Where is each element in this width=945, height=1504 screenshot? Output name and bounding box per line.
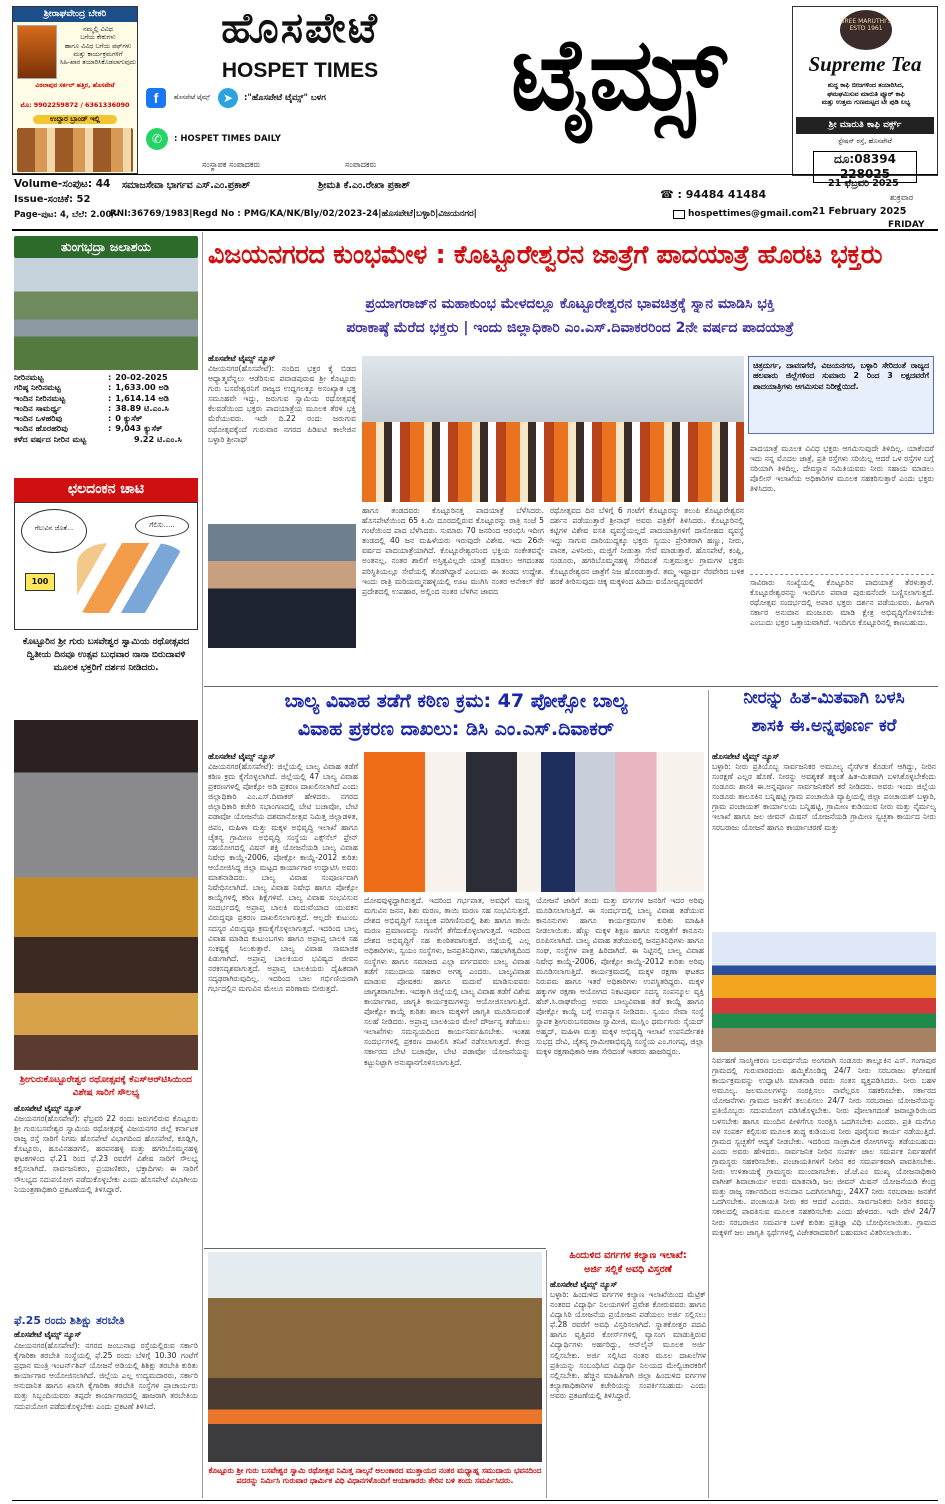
email[interactable]: hospettimes@gmail.com (688, 209, 813, 219)
editor-name: ಶ್ರೀಮತಿ ಕೆ.ಎಂ.ರೇಖಾ ಪ್ರಕಾಶ್ (318, 180, 411, 191)
lead-side-box-text: ಚಿತ್ರದುರ್ಗ, ದಾವಣಗೆರೆ, ವಿಜಯನಗರ, ಬಳ್ಳಾರಿ ಸೇರಿದಂತೆ ರಾಜ್ಯದ ಹಲವಾರು ಜಿಲ್ಲೆಗಳಿಂದ ಸುಮಾರು 2 ರಿಂದ 3 ಲಕ್ಷದವರೆಗೆ ಪಾದಯಾತ್ರಿಗಳು ಆಗಮಿಸುವ ನಿರೀಕ್ಷೆಯಿದೆ. (753, 361, 929, 391)
date-kannada: 21 ಫೆಬ್ರವರಿ 2025 (828, 178, 899, 189)
dam-label: ಇಂದಿನ ನೀರಿನಮಟ್ಟ (14, 392, 66, 403)
water-event-photo (712, 932, 936, 1052)
water-body-2: ನಿರ್ವಹಣೆ ಸಾಂಸ್ಥೀಕರಣ ಬಲವರ್ಧನೆಯ ಅಂಗವಾಗಿ ಸಂಡೂರು ತಾಲ್ಲೂಕಿನ ಎಸ್. ಗಂಗಾಪುರ ಗ್ರಾಮದಲ್ಲಿ ಗುರುವಾರದಂದು ಹಮ್ಮಿಕೊಂಡಿದ್ದ 24/7 ನೀರು ಸರಬರಾಜು ಘೋಷಣೆ ಕಾರ್ಯಕ್ರಮವನ್ನು ಉದ್ಘಾಟಿಸಿ ಮಾತನಾಡಿ ರವರು ಸಂತಸ ವ್ಯಕ್ತಪಡಿಸಿದರು. ನೀರು ಬಹಳ ಅಮೂಲ್ಯ. ಜಲಮೂಲಗಳನ್ನು ಸಂರಕ್ಷಿಸಲು ನಾವೆಲ್ಲರೂ ಸಹಕರಿಸಬೇಕು. ಸರ್ಕಾರದ ಯೋಜನೆಗಳು ಗ್ರಾಮದ ಜನತೆಗೆ ತಲುಪಿಸಲು 24/7 ನೀರು ಸರಬರಾಜು ಯೋಜನೆಯನ್ನು ಪ್ರತಿಯೊಬ್ಬರು ಸದುಪಯೋಗ ಪಡಿಸಿಕೊಳ್ಳಬೇಕು. ನೀರು ಪೋಲಾಗದಂತೆ ಜವಾಬ್ದಾರಿಯಿಂದ ಬಳಸಬೇಕು ಹಾಗೂ ಮುಂದಿನ ಪೀಳಿಗೆಗೂ ಸಂರಕ್ಷಿಸಿ ಒದಗಿಸಬೇಕು ಎಂದರು. ಪ್ರತಿ ಮನೆಗೂ ನಳ ಸಂಪರ್ಕ ಕಲ್ಪಿಸುವ ಮೂಲಕ ಶುದ್ಧ ಕುಡಿಯುವ ನೀರು ಪೂರೈಸುವ ಕಾರ್ಯ ನಡೆಯುತ್ತಿದೆ. ಗ್ರಾಮದ ಸ್ವಚ್ಛತೆಗೆ ಆದ್ಯತೆ ನೀಡಬೇಕು. ಇದರಿಂದ ಸಾಂಕ್ರಾಮಿಕ ರೋಗಗಳನ್ನು ತಡೆಯಬಹುದು ಎಂದು ಅವರು ಹೇಳಿದರು. ಸಾರ್ವಜನಿಕ ನೀರಿನ ಸಂಪರ್ಕ ಜಾಲ ಸಮರ್ಪಕ ನಿರ್ವಹಣೆಗೆ ಗ್ರಾಮಸ್ಥರು ಸಹಕರಿಸಬೇಕು. ಪಂಚಾಯತಿಗಳಿಗೆ ನೀರಿನ ಕರ ಸಮರ್ಪಕವಾಗಿ ಪಾವತಿಸಬೇಕು. ನೀರು ಉಳಿತಾಯಕ್ಕೆ ಗ್ರಾಮಸ್ಥರು ಮುಂದಾಗಬೇಕು. ಜೆ.ಜೆ.ಎಂ ಮುಖ್ಯ ಯೋಜನಾಧಿಕಾರಿ ವಾಗೀಶ್ ಶಿವಾಚಾರ್ಯ ಅವರು ಮಾತನಾಡಿ, ಜಲ ಜೀವನ್ ಮಿಷನ್ ಯೋಜನೆಯಡಿ ಕೇಂದ್ರ ಮತ್ತು ರಾಜ್ಯ ಸರ್ಕಾರದಿಂದ ಅನುದಾನ ಒದಗಿಸಲಾಗಿದ್ದು, 24X7 ನೀರು ಸರಬರಾಜು ಜನತೆಗೆ ಒದಗಿಸಬೇಕು. ಪಂಚಾಯತಿ ನೀರು ಕರ ಆದರೆ ಎಂದರು. ಸಾರ್ವಜನಿಕರು ನೀರಿನ ಕರವನ್ನು ಸಕಾಲದಲ್ಲಿ ಪಾವತಿಸುವ ಮೂಲಕ ಸಹಕರಿಸಬೇಕು ಎಂದು ಹೇಳಿದರು. ಇದೇ ವೇಳೆ 24/7 ನೀರು ಸರಬರಾಜಿನ ಸಮರ್ಪಕ ಬಳಕೆ ಕುರಿತು ಪ್ರತಿಜ್ಞಾ ವಿಧಿ ಬೋಧಿಸಲಾಯಿತು. ಗ್ರಾಮದ ಮಕ್ಕಳಿಗೆ ಜಲ ಜಾಗೃತಿ ಸ್ಪರ್ಧೆಗಳಲ್ಲಿ ವಿಜೇತರಾದವರಿಗೆ ಬಹುಮಾನ ವಿತರಿಸಲಾಯಿತು. (712, 1056, 936, 1237)
water-body-1: ಬಳ್ಳಾರಿ: ನೀರು ಪ್ರತಿಯೊಬ್ಬ ಸಾರ್ವಜನಿಕರ ಅಮೂಲ್ಯ ನೈಸರ್ಗಿಕ ಕೊಡುಗೆ ಆಗಿದ್ದು, ನೀರಿನ ಸಂರಕ್ಷಣೆ ಎಲ್ಲರ ಹೊಣೆ. ನೀರನ್ನು ಅವಶ್ಯಕತೆ ತಕ್ಕಂತೆ ಹಿತ-ಮಿತವಾಗಿ ಬಳಸಿಕೊಳ್ಳಬೇಕೆಂದು ಸಂಡೂರು ಶಾಸಕಿ ಈ.ಅನ್ನಪೂರ್ಣ ಸಾರ್ವಜನಿಕರಿಗೆ ಕರೆ ನೀಡಿದರು. ಅವರು ಇಂದು ಜಿಲ್ಲೆಯ ಸಂಡೂರು ತಾಲೂಕಿನ ಬನ್ನಿಹಟ್ಟಿ ಗ್ರಾಮ ಪಂಚಾಯಿತಿ ವ್ಯಾಪ್ತಿಯಲ್ಲಿ ಜಿಲ್ಲಾ ಪಂಚಾಯತ್ ಬಳ್ಳಾರಿ, ಗ್ರಾಮ ಪಂಚಾಯತ್ ಕಾರ್ಯಾಲಯ ಬನ್ನಿಹಟ್ಟಿ, ಗ್ರಾಮೀಣ ಕುಡಿಯುವ ನೀರು ಮತ್ತು ನೈರ್ಮಲ್ಯ ಇಲಾಖೆ ಹಾಗೂ ಜಲ ಜೀವನ್ ಮಿಷನ್ ಯೋಜನೆಯಡಿ ಗ್ರಾಮೀಣ ಸ್ವಚ್ಛತಾ ಕಾರ್ಯದ ನೀರು ಸರಬರಾಜು ಯೋಜನೆ ಹಾಗೂ ಕಾರ್ಯಾಚರಣೆ ಮತ್ತು (712, 762, 936, 832)
lead-col-1: ವಿಜಯನಗರ(ಹೊಸಪೇಟೆ): ನಂದಿದ ಭಕ್ತರ ಕೈ ಬಿಡದ ಆಧ್ಯಾತ್ಮವೆನ್ನಲು ಆಡೆರಿಸುವ ಪವಾಡಪುರುಷ ಶ್ರೀ ಕೊಟ್ಟೂರು ಗುರು ಬಸವೇಶ್ವರನಿಗೆ ರಾಜ್ಯದ ಉದ್ದಗಲಕ್ಕೂ ಅಸಂಖ್ಯಾತ ಭಕ್ತ ಸಮೂಹವೇ ಇದ್ದು, ಜರುಗುವ ಸ್ವಾಮಿಯ ರಥೋತ್ಸವಕ್ಕೆ ಕೆಲವಡೆಯಿಂದ ಭಕ್ತರು ಪಾದಯಾತ್ರೆಯ ಮೂಲಕ ತೆರಳಿ ಭಕ್ತಿ ಮೆರೆಯುವರು. ಇದೇ ದಿ.22 ರಂದು ಜರುಗುವ ರಥೋತ್ಸವಕ್ಕೆಂದೆ ಗುರುವಾರ ನಗರದ ಪಿಡಿಐಟಿ ಕಾಲೇಜಿನ ಬಳ್ಳಾರಿ ಶ್ರೀನಾಥ್ (208, 364, 356, 444)
left-ad (12, 6, 138, 174)
tea-address: ಸ್ಟೇಷನ್ ರಸ್ತೆ, ಹೊಸಪೇಟೆ (837, 137, 893, 145)
dam-value: 1,633.00 ಅಡಿ (115, 382, 170, 393)
dam-value: 1,614.14 ಅಡಿ (115, 392, 170, 403)
dam-label: ಇಂದಿನ ಹೊರಹರಿವು (14, 423, 68, 434)
lead-byline: ಹೊಸಪೇಟೆ ಟೈಮ್ಸ್ ನ್ಯೂಸ್ (208, 354, 276, 363)
dam-value: 9.22 ಟಿ.ಎಂ.ಸಿ (134, 433, 182, 444)
date-english: 21 February 2025 (812, 206, 907, 217)
water-byline: ಹೊಸಪೇಟೆ ಟೈಮ್ಸ್ ನ್ಯೂಸ್ (712, 752, 780, 761)
telegram-label[interactable]: :"ಹೊಸಪೇಟೆ ಟೈಮ್ಸ್" ಬಳಗ (244, 92, 326, 103)
day-english: FRIDAY (888, 220, 925, 230)
tea-line: ಮತ್ತು ಉತ್ತಮ ಗುಣಮಟ್ಟದ ಟೀ ಪುಡಿ ಲಭ್ಯ (821, 98, 911, 107)
dam-title: ತುಂಗಭದ್ರಾ ಜಲಾಶಯ (14, 236, 198, 258)
cartoon-sign: 100 (25, 573, 55, 591)
child-col-3: ಯೋಜನೆ ಜಾರಿಗೆ ತಂದು ಮತ್ತು ವರ್ಗಗಳ ಜನರಿಗೆ ಇದರ ಅರಿವು ಮೂಡಿಸಲಾಗುತ್ತಿದೆ. ಈ ಸಂದರ್ಭದಲ್ಲಿ ಬಾಲ್ಯ ವಿವಾಹ ತಡೆಯುವ ಕಾನೂನುಗಳು ಹಾಗೂ ಕಾರ್ಯಕ್ರಮಗಳ ಕುರಿತು ಮಾಹಿತಿ ನೀಡಲಾಯಿತು. ಹೆಣ್ಣು ಮಕ್ಕಳ ಶಿಕ್ಷಣ ಹಾಗೂ ಸುರಕ್ಷತೆಗೆ ಕಾನೂನು ರೂಪಿಸಲಾಗಿದೆ. ಬಾಲ್ಯ ವಿವಾಹ ತಡೆಯುವಲ್ಲಿ ಜನಪ್ರತಿನಿಧಿಗಳು ಹಾಗೂ ಸಂಘ, ಸಂಸ್ಥೆಗಳ ಪಾತ್ರ ಹಿರಿದಾಗಿದೆ. ಈ ನಿಟ್ಟಿನಲ್ಲಿ ಬಾಲ್ಯ ವಿವಾಹ ನಿಷೇಧ ಕಾಯ್ದೆ-2006, ಪೋಕ್ಸೋ ಕಾಯ್ದೆ-2012 ಕುರಿತು ಅರಿವು ಮೂಡಿಸಲಾಗುತ್ತಿದೆ. ಕಾರ್ಯಕ್ರಮದಲ್ಲಿ ಮಕ್ಕಳ ರಕ್ಷಣಾ ಘಟಕದ ನಿರುಪಮ ಹಾಗೂ ಇತರೆ ಅಧಿಕಾರಿಗಳು ಉಪಸ್ಥಿತರಿದ್ದರು. ಮಕ್ಕಳ ಹಕ್ಕುಗಳ ರಕ್ಷಣಾ ಆಯೋಗದ ನಿಕಟಪೂರ್ವ ಸದಸ್ಯ ಸಂಪನ್ಮೂಲ ವ್ಯಕ್ತಿ ಹೆಚ್.ಸಿ.ರಾಘವೇಂದ್ರ ಅವರು ಬಾಲ್ಯವಿವಾಹ ತಡೆ ಕಾಯ್ದೆ ಹಾಗೂ ಪೋಕ್ಸೋ ಕಾಯ್ದೆ ಬಗ್ಗೆ ಉಪನ್ಯಾಸ ನೀಡಿದರು. ಸ್ವಯಂ ಸೇವಾ ಸಂಸ್ಥೆ ಸ್ಥಾಪಕ ಶ್ರೀಗುರುಬಸವರಾಜ ಸ್ವಾಮೀಜಿ, ಮುಸ್ಲಿಂ ಧರ್ಮಗುರು ಸೈಯದ್ ಅಹ್ಮದ್, ಮಹಿಳಾ ಮತ್ತು ಮಕ್ಕಳ ಅಭಿವೃದ್ಧಿ ಇಲಾಖೆ ಉಪನಿರ್ದೇಶಕಿ ಸುಭದ್ರ ದೇವಿ, ಚೈತನ್ಯ ಗ್ರಾಮೀಣಾಭಿವೃದ್ಧಿ ಸಂಸ್ಥೆಯ ಎಂ.ಗಂಗಪ್ಪ, ಜಿಲ್ಲಾ ಮಕ್ಕಳ ರಕ್ಷಣಾಧಿಕಾರಿ ಆಶಾ ಸೇರಿದಂತೆ ಇತರರು ಹಾಜರಿದ್ದರು. (536, 896, 704, 1057)
lead-col-4a: ಪಾದಯಾತ್ರೆ ಮೂಲಕ ವಿವಿಧ ಭಕ್ತರು ಆಗಮಿಸುವುದೇ ತಿಳಿದಿಲ್ಲ. ಯಾಕೆಂದರೆ ಇದು ನನ್ನ ಮೊದಲ ಜಾತ್ರೆ, ಪ್ರತಿ ರಸ್ತೆಗಳು ಸರಿಯಿಲ್ಲ ಆದರೆ ಒಳ ರಸ್ತೆಗಳ ಬಗ್ಗೆ ಸರಿಯಾಗಿ ತಿಳಿದಿಲ್ಲ. ದೇವಸ್ಥಾನ ಸಮಿತಿಯವರು ನೀರು ಸಹಾಯ ಮಾಡಲು ಪೊಲೀಸ್ ಇಲಾಖೆಯ ಅಧಿಕಾರಿಗಳ ಮೂಲಕ ಸಹಕರಿಸುತ್ತಾರೆ ಎಂದು ಭಕ್ತರು ತಿಳಿಸಿದರು. (750, 444, 934, 494)
lead-subhead-2: ಪರಾಕಾಷ್ಠೆ ಮೆರೆದ ಭಕ್ತರು | ಇಂದು ಜಿಲ್ಲಾಧಿಕಾರಿ ಎಂ.ಎಸ್.ದಿವಾಕರರಿಂದ 2ನೇ ವರ್ಷದ ಪಾದಯಾತ್ರೆ (346, 320, 794, 336)
mail-icon (673, 210, 685, 219)
tea-brand-top: SREE MARUTHI'S (840, 18, 892, 25)
dc-portrait (208, 524, 356, 648)
cartoon-panel (14, 502, 198, 630)
left-ad-line: ಹಾಗೂ ವಿವಿಧ ಬಗೆಯ ಪಫ್‌ಗಳು (64, 41, 132, 50)
whatsapp-label[interactable]: : HOSPET TIMES DAILY (174, 133, 281, 144)
tea-phone: ದೂ:08394 228025 (813, 151, 917, 183)
child-col-1: ವಿಜಯನಗರ(ಹೊಸಪೇಟೆ): ಜಿಲ್ಲೆಯಲ್ಲಿ ಬಾಲ್ಯ ವಿವಾಹ ತಡೆಗೆ ಕಠಿಣ ಕ್ರಮ ಕೈಗೊಳ್ಳಲಾಗಿದೆ. ಜಿಲ್ಲೆಯಲ್ಲಿ 47 ಬಾಲ್ಯ ವಿವಾಹ ಪ್ರಕರಣಗಳಲ್ಲಿ ಪೋಕ್ಸೋ ಅಡಿ ಪ್ರಕರಣ ದಾಖಲಿಸಲಾಗಿದೆ ಎಂದು ಜಿಲ್ಲಾಧಿಕಾರಿ ಎಂ.ಎಸ್.ದಿವಾಕರ್ ಹೇಳಿದರು. ನಗರದ ಜಿಲ್ಲಾಧಿಕಾರಿ ಕಚೇರಿ ಸಭಾಂಗಣದಲ್ಲಿ ಬೇಟಿ ಬಚಾವೋ, ಬೇಟಿ ಪಡಾವೋ ಯೋಜನೆಯ ದಶಮಾನೋತ್ಸವ ನಿಮಿತ್ತ ಜಿಲ್ಲಾಡಳಿತ, ಜಿಪಂ, ಮಹಿಳಾ ಮತ್ತು ಮಕ್ಕಳ ಅಭಿವೃದ್ಧಿ ಇಲಾಖೆ ಹಾಗೂ ಚೈತನ್ಯ ಗ್ರಾಮೀಣ ಅಭಿವೃದ್ಧಿ ಸಂಸ್ಥೆಯ ಎಕ್ಸ್‌ಸೆಲ್ ಫ್ರೇನ್ ಸಹಯೋಗದಲ್ಲಿ ವಿಷನ್ ಶಕ್ತಿ ಯೋಜನೆಯಡಿ ಬಾಲ್ಯ ವಿವಾಹ ನಿಷೇಧ ಕಾಯ್ದೆ-2006, ಪೋಕ್ಸೋ ಕಾಯ್ದೆ-2012 ಕುರಿತು ಆಯೋಜಿಸಿದ್ದ ಜಿಲ್ಲಾ ಮಟ್ಟದ ಕಾರ್ಯಾಗಾರ ಉದ್ಘಾಟಿಸಿ ಅವರು ಮಾತನಾಡಿದರು. ಬಾಲ್ಯ ವಿವಾಹ ಸಂಪೂರ್ಣವಾಗಿ ನಿಷೇಧಿಸಲಾಗಿದೆ. ಬಾಲ್ಯ ವಿವಾಹ ನಿಷೇಧ ಹಾಗೂ ಪೋಕ್ಸೋ ಕಾಯ್ದೆಗಳಲ್ಲಿ ಕಠಿಣ ಶಿಕ್ಷೆಗಳಿವೆ. ಬಾಲ್ಯ ವಿವಾಹ ಸಂಭವಿಸುವ ಸಂದರ್ಭದಲ್ಲಿ ಅಪ್ರಾಪ್ತ ಬಾಲಕಿ ಮದುವೆಯಾದ ಯುವಕನ ವಿರುದ್ಧವೂ ಪ್ರಕರಣ ದಾಖಲಿಸಲಾಗುತ್ತದೆ. ಆಲ್ಲದೇ ಕುಟುಂಬ ಸದಸ್ಯರ ವಿರುದ್ಧವೂ ಕ್ರಮಕೈಗೊಳ್ಳಲಾಗುತ್ತದೆ. ಇದರಿಂದ ಬಾಲ್ಯ ವಿವಾಹ ಮಾಡಿದ ಕುಟುಂಬಗಳು ಹಾಗೂ ಅಪ್ರಾಪ್ತ ಬಾಲಕಿ ಸಹ ಸಂಕಷ್ಟಕ್ಕೆ ಸಿಲುಕುತ್ತಾರೆ. ಬಾಲ್ಯ ವಿವಾಹ ಸಾಮಾಜಿಕ ಪಿಡುಗಾಗಿದೆ. ಅಪ್ರಾಪ್ತ ಬಾಲಕಿಯರ ಭವಿಷ್ಯದ ಜೀವನ ನರಕಸದೃಶವಾಗುತ್ತದೆ. ಅಪ್ರಾಪ್ತ ಬಾಲಕಿಯರು ದೈಹಿಕವಾಗಿ ಸದೃಢರಾಗಿರುವುದಿಲ್ಲ. ಇದರಿಂದ ಬಾಲ ಗರ್ಭಿಣಿಯರಾಗಿ ಗರ್ಭದಲ್ಲಿನ ಮಗುವಿನ ಮೇಲೂ ಪರಿಣಾಮ ಬೀರುತ್ತದೆ. (208, 762, 358, 994)
child-col-2: ದೋಷವುಳ್ಳದ್ದಾಗಿರುತ್ತದೆ. ಇದರಿಂದ ಗರ್ಭಪಾತ, ಅವಧಿಗೆ ಮುನ್ನ ಮಗುವಿನ ಜನನ, ಶಿಶು ಮರಣ, ತಾಯಿ ಮರಣ ಸಹ ಸಂಭವಿಸುತ್ತದೆ. ದೇಶದ ಅಭಿವೃದ್ಧಿಗೆ ಸೂಚ್ಯಂಕ ಪರಿಗಣಿಸುವಲ್ಲಿ ಶಿಶು ಹಾಗೂ ತಾಯಿ ಮರಣ ಪ್ರಮಾಣವನ್ನು ಗಣನೆಗೆ ತೆಗೆದುಕೊಳ್ಳಲಾಗುತ್ತದೆ. ಇದರಿಂದ ದೇಶದ ಅಭಿವೃದ್ಧಿಗೆ ಸಹ ಕುಂಠಿತವಾಗುತ್ತದೆ. ಜಿಲ್ಲೆಯಲ್ಲಿ ಎಲ್ಲ ಅಧಿಕಾರಿಗಳು, ಸ್ವಯಂ ಸಂಸ್ಥೆಗಳು, ಜನಪ್ರತಿನಿಧಿಗಳು, ಸಹಭಾಗಿತ್ವದಿಂದ ಸಂಸ್ಥೆಗಳು ಹಾಗೂ ಸಮಾಜದ ಎಲ್ಲಾ ವರ್ಗದವರು ಬಾಲ್ಯ ವಿವಾಹ ತಡೆಗೆ ಸಮುದಾಯ ಸಹಕಾರ ಅಗತ್ಯ ಎಂದರು. ಬಾಲ್ಯವಿವಾಹ ಮಾಡುವ ಪೋಷಕರು ಹಾಗೂ ಮದುವೆ ಮಾಡಿಸುವವರು ಜಾಗೃತರಾಗಬೇಕು. ಇದಕ್ಕಾಗಿ ಜಿಲ್ಲೆಯಲ್ಲಿ ಬಾಲ್ಯ ವಿವಾಹ ತಡೆಗೆ ವಿಶೇಷ ಕಾರ್ಯಾಗಾರ, ಜಾಗೃತಿ ಕಾರ್ಯಕ್ರಮಗಳನ್ನು ಆಯೋಜಿಸಲಾಗುತ್ತಿದೆ. ಪೋಕ್ಸೋ ಕಾಯ್ದೆ ಕುರಿತು ಶಾಲಾ ಮಕ್ಕಳಿಗೆ ಜಾಗೃತಿ ಮೂಡಿಸುವಂತೆ ಸಲಹೆ ನೀಡಿದರು. ಅಪ್ರಾಪ್ತ ಬಾಲಕಿಯರ ಮೇಲೆ ದೌರ್ಜನ್ಯ ತಡೆಯಲು ಇಲಾಖೆಗಳು ಸಮನ್ವಯದಿಂದ ಕಾರ್ಯನಿರ್ವಹಿಸಬೇಕು. ಇಂತಹ ಸಂದರ್ಭಗಳಲ್ಲಿ ಪ್ರಕರಣ ದಾಖಲಿಸಿ ತನಿಖೆ ನಡೆಸಲಾಗುತ್ತದೆ. ಕೇಂದ್ರ ಸರ್ಕಾರದ ಬೇಟಿ ಬಚಾವೋ, ಬೇಟಿ ಪಡಾವೋ ಯೋಜನೆಯನ್ನು ಕಟ್ಟುನಿಟ್ಟಾಗಿ ಅನುಷ್ಠಾನಗೊಳಿಸಲಾಗುತ್ತಿದೆ. (364, 896, 530, 1067)
rni-line: RNI:36769/1983|Regd No : PMG/KA/NK/Bly/02/2023-24|ಹೊಸಪೇಟೆ|ಬಳ್ಳಾರಿ|ವಿಜಯನಗರ| (110, 209, 477, 219)
child-headline-2: ವಿವಾಹ ಪ್ರಕರಣ ದಾಖಲು: ಡಿಸಿ ಎಂ.ಎಸ್.ದಿವಾಕರ್ (297, 718, 615, 740)
paper-title-kannada: ಹೊಸಪೇಟೆ (221, 3, 379, 52)
bottom-photo-caption: ಕೊಟ್ಟೂರು ಶ್ರೀ ಗುರು ಬಸವೇಶ್ವರ ಸ್ವಾಮಿ ರಥೋತ್ಸವ ನಿಮಿತ್ತ ನಾಲ್ಕನೆ ಅಲಂಕಾರದ ಮುತ್ತಾಯದ ನಂತರ ಮಧ್ಯಾಹ್ನ ಸಮುದಾಯ ಭವನದಿಂದ ಪದರನ್ನು ನಿರ್ಮಿಸಿ ಗುರುವಾರ ಧಾರ್ಮಿಕ ವಿಧಿ ವಿಧಾನಗಳೊಂದಿಗೆ ಆಯಾಗಾರರು ತೇರಿನ ಬಳಿ ತಂದು ಸಮರ್ಪಿಸಿದರು. (208, 1466, 542, 1486)
obc-headline-1: ಹಿಂದುಳಿದ ವರ್ಗಗಳ ಕಲ್ಯಾಣ ಇಲಾಖೆ: (569, 1250, 687, 1261)
dam-value: 20-02-2025 (115, 372, 168, 382)
lead-group-photo (362, 356, 744, 502)
dam-value: 38.89 ಟಿ.ಎಂ.ಸಿ (115, 402, 169, 413)
pages-price: Page-ಪುಟ: 4, ಬೆಲೆ: 2.00/- (14, 210, 119, 220)
issue: Issue-ಸಂಚಿಕೆ: 52 (14, 194, 91, 205)
left-ad-saint-image (17, 25, 57, 79)
tea-brand: Supreme Tea (808, 52, 922, 76)
tea-since: ESTD 1961 (849, 24, 883, 32)
obc-body: ಬಳ್ಳಾರಿ: ಹಿಂದುಳಿದ ವರ್ಗಗಳ ಕಲ್ಯಾಣ ಇಲಾಖೆಯಿಂದ ಮೆಟ್ರಿಕ್ ನಂತರದ ವಿದ್ಯಾರ್ಥಿ ನಿಲಯಗಳಿಗೆ ಪ್ರವೇಶ ಕೋರುವವರು ಹಾಗೂ ವಿದ್ಯಾಸಿರಿ ಯೋಜನೆಯ ಪ್ರಯೋಜನ ಪಡೆಯಲು ಅರ್ಜಿ ಸಲ್ಲಿಸಲು ಫೆ.28 ರವರೆಗೆ ಅವಧಿ ವಿಸ್ತರಿಸಲಾಗಿದೆ. ಸ್ನಾತಕೋತ್ತರ ಪದವಿ ಹಾಗೂ ವೃತ್ತಿಪರ ಕೋರ್ಸ್‌ಗಳಲ್ಲಿ ವ್ಯಾಸಂಗ ಮಾಡುತ್ತಿರುವ ವಿದ್ಯಾರ್ಥಿಗಳು ಅರ್ಹರಿದ್ದು, ಆನ್‌ಲೈನ್ ಮೂಲಕ ಅರ್ಜಿ ಸಲ್ಲಿಸಬೇಕು. ಅರ್ಜಿ ಸಲ್ಲಿಸಿದ ನಂತರ ಮೂಲ ದಾಖಲೆಗಳ ಪ್ರತಿಯನ್ನು ಸಂಬಂಧಿಸಿದ ವಿದ್ಯಾರ್ಥಿ ನಿಲಯದ ಮೇಲ್ವಿಚಾರಕರಿಗೆ ಸಲ್ಲಿಸಬೇಕು. ಹೆಚ್ಚಿನ ಮಾಹಿತಿಗಾಗಿ ಜಿಲ್ಲಾ ಹಿಂದುಳಿದ ವರ್ಗಗಳ ಕಲ್ಯಾಣಾಧಿಕಾರಿಗಳ ಕಚೇರಿಯನ್ನು ಸಂಪರ್ಕಿಸಬಹುದು ಎಂದು ಅವರು ಪ್ರಕಟಣೆಯಲ್ಲಿ ತಿಳಿಸಿದ್ದಾರೆ. (550, 1290, 706, 1400)
tea-line: ಶುದ್ಧ ಕಾಫಿ ಬೀಜಗಳಿಂದ ತಯಾರಿಸಿದ, (827, 81, 905, 89)
founder-name: ಸಮಾಜಸೇವಾ ಭಾರ್ಗವ ಎಸ್.ಎಂ.ಪ್ರಕಾಶ್ (122, 180, 251, 191)
volume: Volume-ಸಂಪುಟ: 44 (14, 178, 111, 190)
lead-col-2: ಹಾಗೂ ತಂಡದವರು ಕೊಟ್ಟೂರಿನತ್ತ ಪಾದಯಾತ್ರೆ ಬೆಳೆಸಿದರು. ಹೊಸಪೇಟೆಯಿಂದ 65 ಕಿ.ಮಿ ದೂರದಲ್ಲಿರುವ ಕೊಟ್ಟೂರನ್ನು ರಾತ್ರಿ ಸಂಜೆ 5 ಗಂಟೆಯಿಂದ ಪಾದ ಬೆಳೆಸಿದರು. ಸುಮಾರು 70 ಜನರಿಂದ ಆರಂಭಿಸಿ ಇದೀಗ ತಂಡದಲ್ಲಿ 40 ಜನ ಮಹಿಳೆಯರು ಇರುವುದೇ ವಿಶೇಷ. ಇದು 26ನೇ ವರ್ಷದ ಪಾದಯಾತ್ರೆಯಾಗಿದೆ. ಕೊಟ್ಟೂರೇಶ್ವರನಿಂದ ಭಕ್ತಿಯ ಸಂಕೇತವನ್ನೇ ಅಂತನಲ್ಲ. ನಂತರ ಶಾಲಿಗೆ ಅಸ್ತಿತ್ವವಿಲ್ಲದೇ ಯಾತ್ರೆ ಮಾಡಲು ಆಗದಂತಹ ಪರಿಸ್ಥಿತಿಯಲ್ಲೂ ಸೇವೆಯಲ್ಲಿ ತೊಡಗಿದ್ದಾರೆ ಎಂಬುದು ಈ ತಂಡದ ಉದ್ದೇಶ. ಇಂದು ರಾತ್ರಿ ಮರಿಯಮ್ಮನಹಳ್ಳಿಯಲ್ಲಿ ಊಟ ಮುಗಿಸಿ ನಂತರ ಆನೇಕಲ್ ಕೆರೆ ಪ್ರದೇಶದಲ್ಲಿ ಉಪಹಾರ, ಅಲ್ಲಿಂದ ನಂತರ ಬೆಳಗಿನ ಜಾವದ (362, 506, 544, 596)
facebook-label[interactable]: ಹೊಸಪೇಟೆ ಟೈಮ್ಸ್ (173, 93, 211, 101)
left-sub-headline: ಫೆ.25 ರಂದು ಶಿಶಿಕ್ಷು ತರಬೇತಿ (14, 1314, 125, 1327)
editor-label: ಸಂಪಾದಕರು (345, 160, 377, 169)
paper-title-big: ಟೈಮ್ಸ್ (511, 16, 724, 133)
child-event-photo (364, 752, 704, 892)
obc-byline: ಹೊಸಪೇಟೆ ಟೈಮ್ಸ್ ನ್ಯೂಸ್ (550, 1280, 618, 1289)
water-headline-1: ನೀರನ್ನು ಹಿತ-ಮಿತವಾಗಿ ಬಳಸಿ (743, 688, 905, 708)
dam-value: 9,043 ಕ್ಯುಸೆಕ್ (115, 423, 163, 434)
facebook-icon[interactable]: f (146, 88, 166, 108)
left-ad-title: ಶ್ರೀರಾಘವೇಂದ್ರ ಬೇಕರಿ (13, 7, 137, 22)
tea-logo (840, 10, 892, 50)
dam-label: ನೀರಿನಮಟ್ಟ (14, 372, 44, 382)
cartoon-figures (77, 543, 187, 613)
phone-number: ☎ : 94484 41484 (660, 188, 767, 201)
paper-title-english: HOSPET TIMES (221, 59, 379, 82)
lead-col-4b: ಸಾವಿರಾರು ಸಂಖ್ಯೆಯಲ್ಲಿ ಕೊಟ್ಟೂರಿನ ಪಾದಯಾತ್ರೆ ತೆರಳುತ್ತಾರೆ. ಕೊಟ್ಟೂರೇಶ್ವರನನ್ನು ಇಂದಿಗೂ ಪವಾಡ ಪುರುಷನೆಂದೇ ಬಣ್ಣಿಸಲಾಗುತ್ತದೆ. ರಥೋತ್ಸವ ಸಂದರ್ಭದಲ್ಲಿ ಅಪಾರ ಭಕ್ತರು ದರ್ಶನ ಪಡೆಯುವರು. ಹೀಗಾಗಿ ಸರ್ಕಾರ ಅನುದಾನ ಮಂಜೂರು ಮಾಡಿ ಕ್ಷೇತ್ರ ಅಭಿವೃದ್ಧಿಗೊಳಿಸಬೇಕು ಎಂಬುದು ಭಕ್ತರ ಒತ್ತಾಯವಾಗಿದೆ. ಇಂದಿಗೂ ಕೊಟ್ಟೂರಿನಲ್ಲಿ ಕಾಣಬಹುದು. (750, 578, 934, 628)
dam-label: ಇಂದಿನ ಒಳಹರಿವು (14, 413, 63, 423)
dam-photo (14, 258, 198, 370)
left-story-byline: ಹೊಸಪೇಟೆ ಟೈಮ್ಸ್ ನ್ಯೂಸ್ (14, 1104, 82, 1113)
left-ad-phone: ಮೊ: 9902259872 / 6361336090 (20, 101, 130, 109)
left-ad-line: ಬಗೆಯ ಕೇಕುಗಳು (80, 33, 116, 42)
left-story-headline: ಶ್ರೀಗುರುಕೊಟ್ಟೂರೇಶ್ವರ ರಥೋತ್ಸವಕ್ಕೆ ಕೆಎಸ್‌ಆರ್‌ಟಿಸಿಯಿಂದ ವಿಶೇಷ ಸಾರಿಗೆ ಸೌಲಭ್ಯ (19, 1074, 193, 1098)
cartoon-caption: ಕೊಟ್ಟೂರಿನ ಶ್ರೀ ಗುರು ಬಸವೇಶ್ವರ ಸ್ವಾಮಿಯ ರಥೋತ್ಸವದ ದ್ವಿತೀಯ ದಿನವೂ ಉತ್ಸವ ಬುಧವಾರ ನಾನಾ ಬಿರುದಾವಳಿ ಮೂಲಕ ಭಕ್ತರಿಗೆ ದರ್ಶನ ನೀಡಿದರು. (22, 637, 190, 674)
left-ad-line: ಸಿಹಿ-ಖಾರ ತಯಾರಿಸಿಕೊಡಲಾಗುವುದು (59, 58, 137, 67)
dam-label: ಇಂದಿನ ಸಾಮರ್ಥ್ಯ (14, 402, 62, 413)
lead-side-box (748, 356, 934, 434)
dam-label: ಗರಿಷ್ಠ ನೀರಿನಮಟ್ಟ (14, 382, 61, 393)
child-headline-1: ಬಾಲ್ಯ ವಿವಾಹ ತಡೆಗೆ ಕಠಿಣ ಕ್ರಮ: 47 ಪೋಕ್ಸೋ ಬಾಲ್ಯ (284, 690, 628, 712)
bakery-food-image (17, 128, 133, 172)
left-ad-address: ವಿಠಲಾಪುರ ಸರ್ಕಲ್ ಹತ್ತಿರ, ಹೊಸಪೇಟೆ (35, 82, 115, 89)
right-ad (792, 6, 938, 181)
cartoon-bubble-left: ಗೆಲುವಿನ ಜೊತೆ... (21, 509, 87, 553)
dam-stats: ನೀರಿನಮಟ್ಟ : 20-02-2025 ಗರಿಷ್ಠ ನೀರಿನಮಟ್ಟ : 1,633.00 ಅಡಿ ಇಂದಿನ ನೀರಿನಮಟ್ಟ : 1,614.14 ಅಡಿ ಇಂದಿನ ಸಾಮರ್ಥ್ಯ : 38.89 ಟಿ.ಎಂ.ಸಿ ಇಂದಿನ ಒಳಹರಿವು : 0 ಕ್ಯುಸೆಕ್ ಇಂದಿನ ಹೊರಹರಿವು : 9,043 ಕ್ಯುಸೆಕ್ ಕಳೆದ ವರ್ಷದ ನೀರಿನ ಮಟ್ಟ 9.22 ಟಿ.ಎಂ.ಸಿ (14, 372, 182, 444)
temple-chariot-photo (208, 1252, 542, 1462)
child-byline: ಹೊಸಪೇಟೆ ಟೈಮ್ಸ್ ನ್ಯೂಸ್ (208, 752, 276, 761)
tea-shop-name: ಶ್ರೀ ಮಾರುತಿ ಕಾಫಿ ವರ್ಕ್ಸ್ (796, 117, 934, 134)
lead-headline: ವಿಜಯನಗರದ ಕುಂಭಮೇಳ : ಕೊಟ್ಟೂರೇಶ್ವರನ ಜಾತ್ರೆಗೆ ಪಾದಯಾತ್ರೆ ಹೊರಟ ಭಕ್ತರು (208, 240, 883, 270)
water-headline-2: ಶಾಸಕಿ ಈ.ಅನ್ನಪೂರ್ಣ ಕರೆ (751, 716, 897, 736)
left-story-body: ವಿಜಯನಗರ(ಹೊಸಪೇಟೆ): ಫೆಬ್ರವರಿ 22 ರಂದು ಜರುಗಲಿರುವ ಕೊಟ್ಟೂರು ಶ್ರೀ ಗುರುಬಸವೇಶ್ವರ ಸ್ವಾಮಿಯ ರಥೋತ್ಸವಕ್ಕೆ ವಿಜಯನಗರ ಜಿಲ್ಲೆ ಕರ್ನಾಟಕ ರಾಜ್ಯ ರಸ್ತೆ ಸಾರಿಗೆ ನಿಗಮ ಹೊಸಪೇಟೆ ವಿಭಾಗದಿಂದ ಹೊಸಪೇಟೆ, ಕೂಡ್ಲಿಗಿ, ಕೊಟ್ಟೂರು, ಹೂವಿನಹಡಗಲಿ, ಹರಪನಹಳ್ಳಿ ಮತ್ತು ಹಗರಿಬೊಮ್ಮನಹಳ್ಳಿ ಘಟಕಗಳಿಂದ ಫೆ.21 ರಿಂದ ಫೆ.23 ರವರೆಗೆ ವಿಶೇಷ ಸಾರಿಗೆ ಸೌಲಭ್ಯ ಕಲ್ಪಿಸಲಾಗಿದೆ. ಸಾರ್ವಜನಿಕರು, ಪ್ರಯಾಣಿಕರು, ಭಕ್ತಾದಿಗಳು ಈ ಸಾರಿಗೆ ಸೌಲಭ್ಯದ ಸದುಪಯೋಗ ಪಡೆದುಕೊಳ್ಳಬೇಕು ಎಂದು ಹೊಸಪೇಟೆ ವಿಭಾಗೀಯ ನಿಯಂತ್ರಣಾಧಿಕಾರಿ ಪ್ರಕಟಣೆಯಲ್ಲಿ ತಿಳಿಸಿದ್ದಾರೆ. (14, 1114, 198, 1194)
dam-value: 0 ಕ್ಯುಸೆಕ್ (115, 413, 143, 423)
tea-line: ಘಮಘಮಿಸುವ ಮಾರುತಿ ಪ್ಯೂರ್ ಕಾಫಿ (827, 89, 905, 98)
left-sub-byline: ಹೊಸಪೇಟೆ ಟೈಮ್ಸ್ ನ್ಯೂಸ್ (14, 1330, 82, 1339)
lead-col-3: ರಥೋತ್ಸವದ ದಿನ ಬೆಳಿಗ್ಗೆ 6 ಗಂಟೆಗೆ ಕೊಟ್ಟೂರನ್ನು ತಲುಪಿ ಕೊಟ್ಟೂರೇಶ್ವರನ ದರ್ಶನ ಪಡೆಯುತ್ತಾರೆ ಶ್ರೀನಾಥ್ ಅವರು ಪತ್ರಿಕೆಗೆ ತಿಳಿಸಿದರು. ಕೊಟ್ಟೂರಿನಲ್ಲಿ ಕಟ್ಟಿಗಳ ವಿಶೇಷ ವಸತಿ ವ್ಯವಸ್ಥೆಯಲ್ಲದೆ ಪಾದಯಾತ್ರಿಗಳಿಗೆ ದಾಸೋಹದ ವ್ಯವಸ್ಥೆ ಇದ್ದು ಸಾಗುವ ದಾರಿಯುದ್ದಕ್ಕೂ ಭಕ್ತರು ಸ್ವಯಂ ಪ್ರೇರಿತರಾಗಿ ಹಣ್ಣು, ನೀರು, ಪಾನಕ, ಎಳನೀರು, ಮಜ್ಜಿಗೆ ನೀಡುತ್ತಾ ಸೇವೆ ಮಾಡುತ್ತಾರೆ. ಹೊಸಪೇಟೆ, ಕಂಪ್ಲಿ, ಸಂಡೂರು, ಹಗರಿಬೊಮ್ಮನಹಳ್ಳಿ ಸೇರಿದಂತೆ ಸುತ್ತಮುತ್ತಲ ಗ್ರಾಮಗಳ ಭಕ್ತರು ಕೊಟ್ಟೂರೇಶ್ವರನ ಜಾತ್ರೆಗೆ ನಿಜ ಹೊರಡುತ್ತಾರೆ. ತಮ್ಮ ಇಷ್ಟಾರ್ಥ ನೆರವೇರಿದ ಬಳಿಕ ಹರಕೆ ತೀರಿಸುವುದು ಚಿಕ್ಕ ಮಕ್ಕಳಿಂದ ಹಿಡಿದು ವಯೋವೃದ್ಧರವರೆಗೆ (550, 506, 744, 586)
left-ad-line: ಮತ್ತು ಕಾರ್ಯಕ್ರಮಗಳಿಗೆ (73, 49, 123, 58)
left-ad-footer: ಉದ್ದಾರ ಬ್ರಾಂಡ್ ಇಲ್ಲಿ (33, 115, 117, 124)
telegram-icon[interactable]: ➤ (218, 88, 238, 108)
dam-label: ಕಳೆದ ವರ್ಷದ ನೀರಿನ ಮಟ್ಟ (14, 433, 87, 444)
whatsapp-icon[interactable]: ✆ (146, 128, 168, 150)
lead-subhead-1: ಪ್ರಯಾಗರಾಜ್‌ನ ಮಹಾಕುಂಭ ಮೇಳದಲ್ಲೂ ಕೊಟ್ಟೂರೇಶ್ವರನ ಭಾವಚಿತ್ರಕ್ಕೆ ಸ್ನಾನ ಮಾಡಿಸಿ ಭಕ್ತಿ (365, 296, 775, 312)
left-sub-body: ವಿಜಯನಗರ(ಹೊಸಪೇಟೆ): ನಗರದ ಜಂಬುನಾಥ ರಸ್ತೆಯಲ್ಲಿರುವ ಸರ್ಕಾರಿ ಕೈಗಾರಿಕಾ ತರಬೇತಿ ಸಂಸ್ಥೆಯಲ್ಲಿ ಫೆ.25 ರಂದು ಬೆಳಿಗ್ಗೆ 10.30 ಗಂಟೆಗೆ ಪ್ರಧಾನ ಮಂತ್ರಿ ಇಂಟರ್ನ್‌ಶಿಪ್ ಯೋಜನೆ ಅಡಿಯಲ್ಲಿ ಶಿಶಿಕ್ಷು ತರಬೇತಿ ಕುರಿತು ಕಾರ್ಯಾಗಾರ ಆಯೋಜಿಸಲಾಗಿದೆ. ಜಿಲ್ಲೆಯ ಎಲ್ಲ ಉದ್ಯಮದಾರರು, ಸರ್ಕಾರಿ ಅನುದಾನಿತ ಹಾಗೂ ಖಾಸಗಿ ಕೈಗಾರಿಕಾ ತರಬೇತಿ ಸಂಸ್ಥೆಗಳ ಪ್ರಾಚಾರ್ಯರು ಮತ್ತು ಸಿಬ್ಬಂದಿಯವರು ತಪ್ಪದೇ ಕಾರ್ಯಾಗಾರದಲ್ಲಿ ಹಾಜರಾಗಿ ತರಬೇತಿಯ ಸದುಪಯೋಗ ಪಡೆದುಕೊಳ್ಳಬೇಕು ಎಂದು ಪ್ರಕಟಣೆ ತಿಳಿಸಿದೆ. (14, 1341, 198, 1411)
temple-photo (14, 720, 198, 1070)
cartoon-bubble-right: ಗೆಲಿಸು..... (135, 515, 189, 537)
founder-label: ಸಂಸ್ಥಾಪಕ ಸಂಪಾದಕರು (202, 160, 261, 169)
day-kannada: ಶುಕ್ರವಾರ (890, 193, 914, 202)
left-ad-line: ನಮ್ಮಲ್ಲಿ ವಿವಿಧ (83, 25, 113, 33)
cartoon-title: ಛಲದಂಕನ ಚಾಟಿ (14, 478, 198, 502)
obc-headline-2: ಅರ್ಜಿ ಸಲ್ಲಿಕೆ ಅವಧಿ ವಿಸ್ತರಣೆ (584, 1264, 672, 1275)
